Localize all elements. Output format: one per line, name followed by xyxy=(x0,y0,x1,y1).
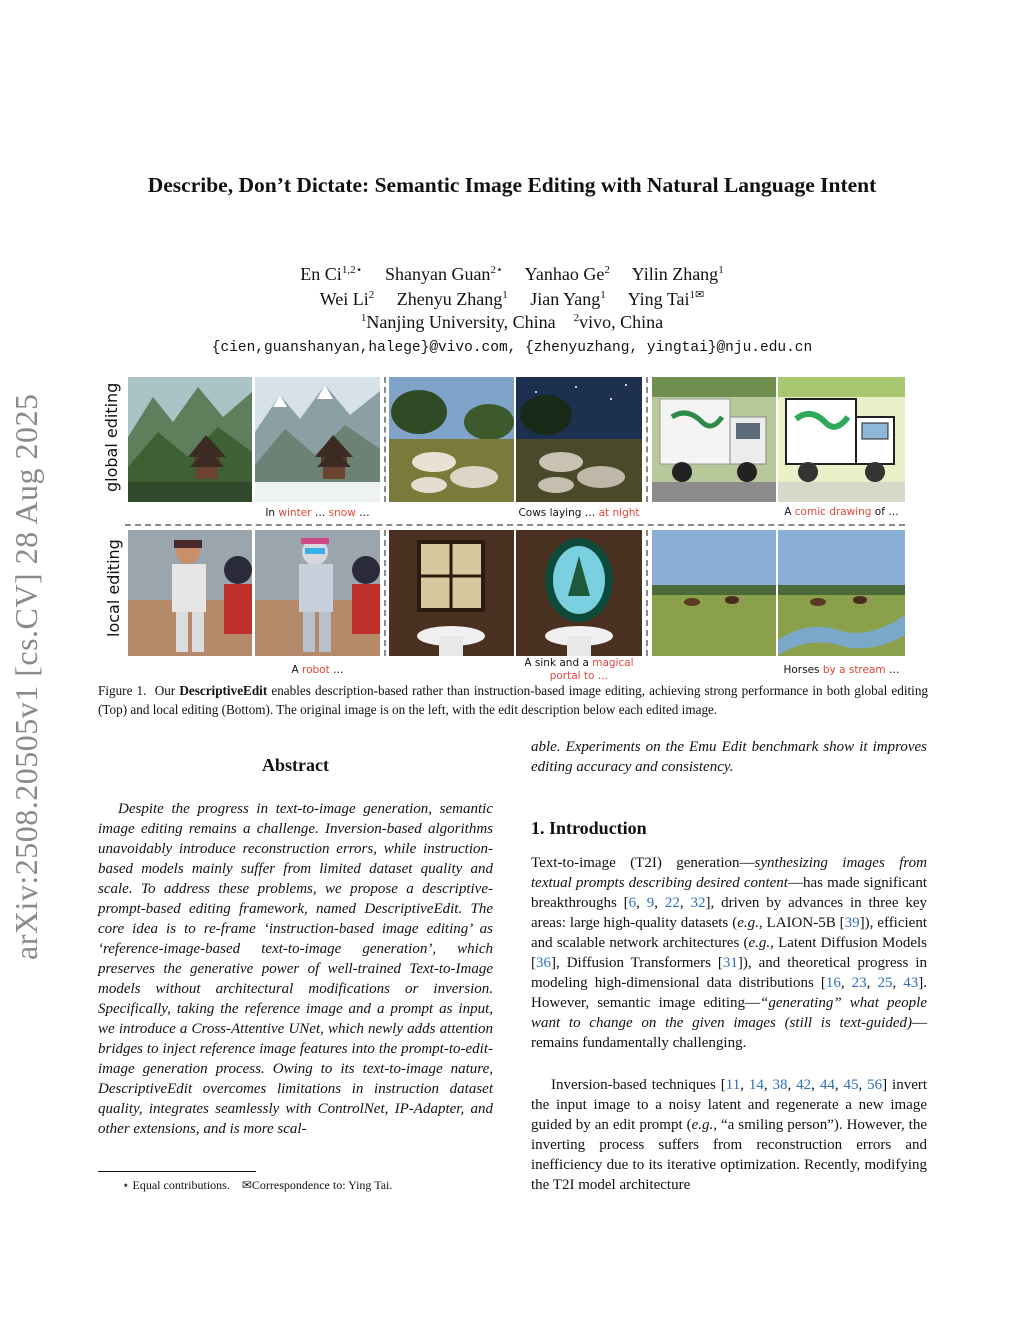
citation-link[interactable]: 31 xyxy=(722,955,738,971)
citation-link[interactable]: 56 xyxy=(867,1077,883,1093)
abstract-text: Despite the progress in text-to-image generation, semantic image editing remains a challenge. Inversion-based algorithms unavoidably introduce reconstruction errors, while instruction-based models mainly suffer from limited dataset quality and scale. To address these problems, we propose a descriptive-prompt-based editing framework, named DescriptiveEdit. The core idea is to re-frame ‘instruction-based image editing’ as ‘reference-image-based text-to-image generation’, which preserves the generative power of well-trained Text-to-Image models without architectural modifications or inversion. Specifically, taking the reference image and a prompt as input, we introduce a Cross-Attentive UNet, which newly adds attention bridges to inject reference image features into the prompt-to-edit-image generation process. Owing to its text-to-image nature, DescriptiveEdit overcomes limitations in instruction dataset quality, integrates seamlessly with ControlNet, IP-Adapter, and other extensions, and is more scal- xyxy=(98,801,493,1137)
body-text: Inversion-based techniques [ xyxy=(551,1077,726,1093)
citation-link[interactable]: 9 xyxy=(646,895,655,911)
body-text: , xyxy=(679,895,691,911)
authors-row-1 xyxy=(0,263,1024,285)
citation-link[interactable]: 11 xyxy=(725,1077,741,1093)
author: Wei Li$^2$ xyxy=(319,289,375,309)
paper-title: Describe, Don’t Dictate: Semantic Image Editing with Natural Language Intent xyxy=(147,173,877,197)
caption-robot: A robot … xyxy=(291,664,344,676)
photo-mountain-original xyxy=(128,377,252,502)
author: Shanyan Guan$^{2⋆}$ xyxy=(384,264,503,284)
italic-text: synthesizing images from textual prompts describing desired content xyxy=(531,855,927,891)
photo-baseball-original xyxy=(128,530,252,656)
citation-link[interactable]: 23 xyxy=(851,975,867,991)
divider-vertical xyxy=(646,377,648,502)
citation-link[interactable]: 14 xyxy=(748,1077,764,1093)
author: Jian Yang$^1$ xyxy=(530,289,606,309)
body-text: ]. However, semantic image editing— xyxy=(531,975,928,1011)
body-text: ], Diffusion Transformers [ xyxy=(551,955,723,971)
citation-link[interactable]: 39 xyxy=(844,915,860,931)
footnote-rule xyxy=(98,1171,256,1172)
author-emails: {cien,guanshanyan,halege}@vivo.com, {zhenyuzhang, yingtai}@nju.edu.cn xyxy=(211,340,813,356)
photo-horses-original xyxy=(652,530,776,656)
abstract-heading: Abstract xyxy=(262,755,329,775)
caption-sink: A sink and a magical portal to … xyxy=(524,657,634,682)
caption-cows: Cows laying … at night xyxy=(518,507,640,519)
photo-baseball-robot xyxy=(255,530,380,656)
photo-horses-stream xyxy=(778,530,905,656)
italic-text: e.g. xyxy=(691,1117,714,1133)
citation-link[interactable]: 25 xyxy=(877,975,893,991)
divider-vertical xyxy=(646,530,648,656)
section-heading-introduction: 1. Introduction xyxy=(531,818,647,838)
abstract-continued: able. Experiments on the Emu Edit benchmark show it improves editing accuracy and consistency. xyxy=(531,739,927,775)
citation-link[interactable]: 32 xyxy=(690,895,706,911)
row-label-global: global editing xyxy=(102,382,121,492)
body-text: , xyxy=(811,1077,820,1093)
body-text: , Latent Diffusion Models [ xyxy=(531,935,927,971)
body-text: Text-to-image (T2I) generation— xyxy=(531,855,755,871)
body-text: , xyxy=(763,1077,773,1093)
body-text: ]), and theoretical progress in modeling high-dimensional data distributions [ xyxy=(531,955,928,991)
author: Yanhao Ge$^2$ xyxy=(524,264,610,284)
author: Zhenyu Zhang$^1$ xyxy=(396,289,508,309)
row-label-local: local editing xyxy=(104,539,123,637)
divider-vertical xyxy=(384,377,386,502)
citation-link[interactable]: 16 xyxy=(825,975,841,991)
photo-cows-night xyxy=(516,377,642,502)
photo-truck-original xyxy=(652,377,776,502)
body-text: , xyxy=(787,1077,797,1093)
caption-winter: In winter … snow … xyxy=(265,507,370,519)
body-text: —remains fundamentally challenging. xyxy=(531,1015,927,1051)
intro-paragraph-1 xyxy=(531,853,927,1053)
author: En $Ci^{1,2⋆}$ xyxy=(300,264,363,284)
body-text: , “a smiling person”). However, the inverting process suffers from reconstruction errors and inefficiency due to its iterative optimization. Recently, modifying the T2I model architecture xyxy=(531,1117,927,1193)
citation-link[interactable]: 36 xyxy=(536,955,551,971)
divider-horizontal xyxy=(125,524,905,526)
citation-link[interactable]: 44 xyxy=(819,1077,835,1093)
authors-row-2 xyxy=(0,288,1024,310)
citation-link[interactable]: 43 xyxy=(903,975,919,991)
intro-paragraph-2 xyxy=(531,1075,927,1195)
body-text: , xyxy=(892,975,904,991)
caption-horses: Horses by a stream … xyxy=(783,664,900,676)
body-text: , xyxy=(636,895,647,911)
body-text: , xyxy=(654,895,665,911)
photo-truck-comic xyxy=(778,377,905,502)
caption-comic: A comic drawing of … xyxy=(784,506,899,518)
citation-link[interactable]: 42 xyxy=(796,1077,812,1093)
citation-link[interactable]: 38 xyxy=(772,1077,788,1093)
affiliations: $^1$Nanjing University, China $^2$vivo, China xyxy=(360,312,664,332)
figure-caption: Figure 1. Our DescriptiveEdit enables description-based rather than instruction-based image editing, achieving strong performance in both global editing (Top) and local editing (Bottom). The original image is on the left, with the edit description below each edited image. xyxy=(98,683,929,717)
divider-vertical xyxy=(384,530,386,656)
citation-link[interactable]: 45 xyxy=(843,1077,859,1093)
arxiv-stamp: arXiv:2508.20505v1 [cs.CV] 28 Aug 2025 xyxy=(8,393,44,960)
photo-sink-portal xyxy=(516,530,642,656)
footnote: ⋆ Equal contributions. ✉Correspondence to: Ying Tai. xyxy=(122,1178,393,1192)
photo-sink-original xyxy=(389,530,514,656)
italic-text: e.g. xyxy=(737,915,759,931)
photo-cows-original xyxy=(389,377,514,502)
italic-text: “generating” what people want to change on the given images (still is text-guided) xyxy=(531,995,928,1031)
body-text: ]), efficient and scalable network architectures ( xyxy=(531,915,928,951)
author: Yilin Zhang$^1$ xyxy=(631,264,724,284)
italic-text: e.g. xyxy=(748,935,771,951)
body-text: , xyxy=(740,1077,749,1093)
citation-link[interactable]: 22 xyxy=(664,895,680,911)
citation-link[interactable]: 6 xyxy=(628,895,637,911)
photo-mountain-winter xyxy=(255,377,380,502)
body-text: ] invert the input image to a noisy latent and regenerate a new image guided by an edit prompt ( xyxy=(531,1077,928,1133)
author: Ying Tai$^{1✉}$ xyxy=(627,289,705,309)
body-text: —has made significant breakthroughs [ xyxy=(531,875,928,911)
body-text: ], driven by advances in three key areas: large high-quality datasets ( xyxy=(531,895,927,931)
body-text: , LAION-5B [ xyxy=(758,915,845,931)
body-text: , xyxy=(834,1077,844,1093)
body-text: , xyxy=(866,975,878,991)
body-text: , xyxy=(840,975,852,991)
body-text: , xyxy=(858,1077,868,1093)
